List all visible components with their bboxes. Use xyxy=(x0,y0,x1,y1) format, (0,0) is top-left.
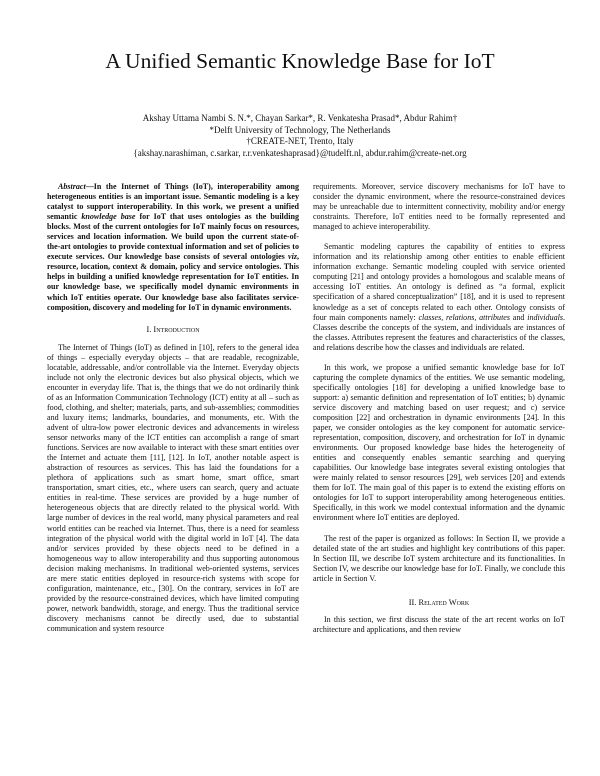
abstract xyxy=(47,182,299,313)
section-heading-related-work: II. Related Work xyxy=(408,597,470,607)
p3-text-2: . Classes describe the concepts of the system, and individuals are instances of the classes. Attributes represent the features and characteristics of the classes, and relations describe how the classes and individuals are related. xyxy=(313,312,565,352)
intro-paragraph-1: The Internet of Things (IoT) as defined in [10], refers to the general idea of things – especially everyday objects – that are readable, recognizable, locatable, addressable, and/or controllable via the Internet. Everyday objects include not only the electronic devices but also physical objects, which we encounter in everyday life. That is, the things that we do not ordinarily think of as an Information Communication Technology (ICT) entity at all – such as food, clothing, and shelter; materials, parts, and sub-assemblies; commodities and luxury items; landmarks, boundaries, and monuments, etc. With the advent of ultra-low power electronic devices and advancements in wireless sensor networks many of the ICT entities can accomplish a range of smart functions. Services are now available to interact with these smart entities over the Internet and actuate them [11], [12]. In IoT, another notable aspect is abstraction of resources as services. This has laid the foundations for a plethora of applications such as smart home, smart office, smart transportation, smart cities, etc., where users can search, query and actuate entities in real-time. These services are provided by a huge number of heterogeneous objects that are directly related to the physical world. With large number of devices in the real world, many physical parameters and real world entities can be reached via Internet. Thus, there is a need for seamless integration of the physical world with the digital world in IoT [4]. The data and/or services provided by these objects need to be defined in a homogeneous way to allow interoperability and thus supporting autonomous decision making mechanisms. In traditional web-oriented systems, services are mere static entities deployed in resource-rich systems with scope for configuration, maintenance, etc., [30]. On the contrary, services in IoT are provided by the resource-constrained devices, which have limited computing power, network bandwidth, storage, and energy. Thus the traditional service discovery mechanisms cannot be directly used, due to substantial communication and system resource xyxy=(47,342,299,633)
intro-paragraph-3 xyxy=(313,242,565,353)
abstract-label: Abstract xyxy=(58,182,86,191)
section-heading-introduction: I. Introduction xyxy=(146,324,200,334)
abstract-text-2: for IoT that uses ontologies as the building blocks. Most of the current ontologies for IoT mainly focus on resources, services and location information. We build upon the current state-of-the-art ontologies to provide contextual information and set of policies to execute services. Our knowledge base consists of several ontologies xyxy=(47,212,299,262)
author-emails: {akshay.narashiman, c.sarkar, r.r.venkateshaprasad}@tudelft.nl, abdur.rahim@create-net.org xyxy=(133,147,467,158)
abstract-emphasis-2: viz xyxy=(288,252,297,262)
author-block xyxy=(0,113,600,159)
left-column xyxy=(47,182,299,634)
p3-emphasis-2: individuals xyxy=(527,312,563,322)
intro-paragraph-4: In this work, we propose a unified semantic knowledge base for IoT capturing the complete dynamics of the entities. We use semantic modeling, specifically ontologies [18] for developing a unified knowledge base to support: a) semantic definition and representation of IoT entities; b) dynamic service discovery and matching based on user request; and c) service composition [22] and orchestration in dynamic environments [24]. In this paper, we consider ontologies as the key component for automatic service- representation, composition, discovery, and orchestration for IoT in dynamic environments. Our proposed knowledge base hides the heterogeneity of entities and consequently enables semantic searching and querying capabilities. Our knowledge base integrates several existing ontologies that were mainly related to sensor resources [29], web services [20] and extends them for IoT. The main goal of this paper is to extend the existing efforts on ontologies for IoT to support interoperability among heterogeneous entities. Specifically, in this work we model contextual information and the dynamic environment where IoT entities are deployed. xyxy=(313,362,565,523)
abstract-emphasis-1: knowledge base xyxy=(81,212,136,222)
abstract-text-1: —In the Internet of Things (IoT), interoperability among heterogeneous entities is an important issue. Semantic modeling is a key catalyst to support interoperability. In this work, we present a unified semantic xyxy=(47,182,299,222)
abstract-text-3: , resource, location, context & domain, policy and service ontologies. This helps in building a unified knowledge representation for IoT entities. In our knowledge base, we specifically model dynamic environments in which IoT entities operate. Our knowledge base also facilitates service- composition, discovery and modeling for IoT in dynamic environments. xyxy=(47,252,299,312)
intro-paragraph-2: requirements. Moreover, service discovery mechanisms for IoT have to consider the dynamic environment, where the resource-constrained devices may be unreachable due to intermittent connectivity, mobility and/or energy constraints. Therefore, IoT entities need to be formally represented and managed to achieve interoperability. xyxy=(313,182,565,232)
affiliation-1: *Delft University of Technology, The Netherlands xyxy=(209,124,391,135)
affiliation-2: †CREATE-NET, Trento, Italy xyxy=(246,136,354,147)
p3-emphasis-1: classes, relations, attributes xyxy=(418,312,511,322)
intro-paragraph-5: The rest of the paper is organized as follows: In Section II, we provide a detailed state of the art studies and highlight key contributions of this paper. In Section III, we describe IoT system architecture and its functionalities. In Section IV, we describe our knowledge base for IoT. Finally, we conclude this article in Section V. xyxy=(313,533,565,583)
right-column xyxy=(313,182,565,635)
paper-title: A Unified Semantic Knowledge Base for IoT xyxy=(105,49,495,73)
author-names: Akshay Uttama Nambi S. N.*, Chayan Sarkar*, R. Venkatesha Prasad*, Abdur Rahim† xyxy=(142,113,458,123)
p3-and: and xyxy=(510,312,528,322)
related-paragraph-1: In this section, we first discuss the state of the art recent works on IoT architecture and applications, and then review xyxy=(313,614,565,634)
p3-text-1: Semantic modeling captures the capability of entities to express information and its relationship among other entities to enable efficient information exchange. Semantic modeling coupled with service oriented computing [21] and ontology provides a homologous and scalable means of accessing IoT entities. An ontology is defined as “a formal, explicit specification of a shared conceptualization” [18], and it is used to represent knowledge as a set of concepts related to each other. Ontology consists of four main components namely: xyxy=(313,242,565,322)
